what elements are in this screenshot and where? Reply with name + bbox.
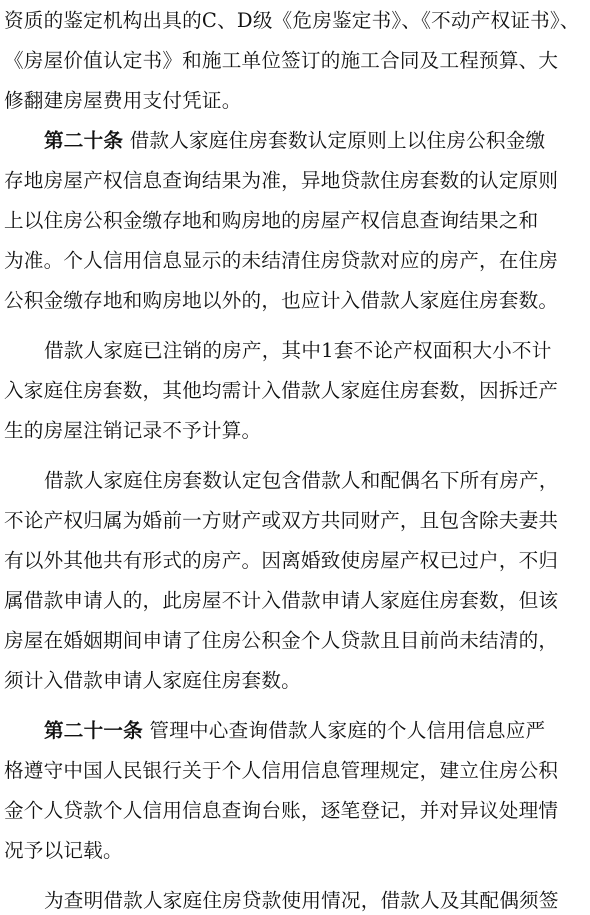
text-line: 房屋在婚姻期间申请了住房公积金个人贷款且目前尚未结清的， [4, 629, 559, 652]
text-line: 况予以记载。 [4, 839, 123, 862]
text-line: 借款人家庭已注销的房产，其中1套不论产权面积大小不计 [44, 339, 552, 362]
text-line: 《房屋价值认定书》和施工单位签订的施工合同及工程预算、大 [4, 49, 559, 72]
article-20-heading: 第二十条 [44, 129, 124, 152]
text-line: 为查明借款人家庭住房贷款使用情况，借款人及其配偶须签 [44, 889, 559, 912]
text-line: 不论产权归属为婚前一方财产或双方共同财产，且包含除夫妻共 [4, 509, 559, 532]
text-line: 上以住房公积金缴存地和购房地的房屋产权信息查询结果之和 [4, 209, 539, 232]
text-line: 金个人贷款个人信用信息查询台账，逐笔登记，并对异议处理情 [4, 799, 559, 822]
text-line: 格遵守中国人民银行关于个人信用信息管理规定，建立住房公积 [4, 759, 559, 782]
text-line: 存地房屋产权信息查询结果为准，异地贷款住房套数的认定原则 [4, 169, 559, 192]
text-line: 公积金缴存地和购房地以外的，也应计入借款人家庭住房套数。 [4, 289, 559, 312]
article-21-heading: 第二十一条 [44, 719, 143, 742]
paragraph-article-21-first-line [44, 714, 586, 748]
text-line: 生的房屋注销记录不予计算。 [4, 419, 262, 442]
text-line: 属借款申请人的，此房屋不计入借款申请人家庭住房套数，但该 [4, 589, 559, 612]
text-line: 为准。个人信用信息显示的未结清住房贷款对应的房产，在住房 [4, 249, 559, 272]
text-line: 修翻建房屋费用支付凭证。 [4, 89, 242, 112]
text-line: 资质的鉴定机构出具的C、D级《危房鉴定书》、《不动产权证书》、 [4, 9, 580, 32]
paragraph-article-20-first-line [44, 124, 586, 158]
text-line: 有以外其他共有形式的房产。因离婚致使房屋产权已过户，不归 [4, 549, 559, 572]
text-line: 须计入借款申请人家庭住房套数。 [4, 669, 301, 692]
text-line: 入家庭住房套数，其他均需计入借款人家庭住房套数，因拆迁产 [4, 379, 559, 402]
text-line: 借款人家庭住房套数认定包含借款人和配偶名下所有房产， [44, 469, 559, 492]
text-run: 借款人家庭住房套数认定原则上以住房公积金缴 [129, 129, 546, 152]
text-run: 管理中心查询借款人家庭的个人信用信息应严 [149, 719, 546, 742]
